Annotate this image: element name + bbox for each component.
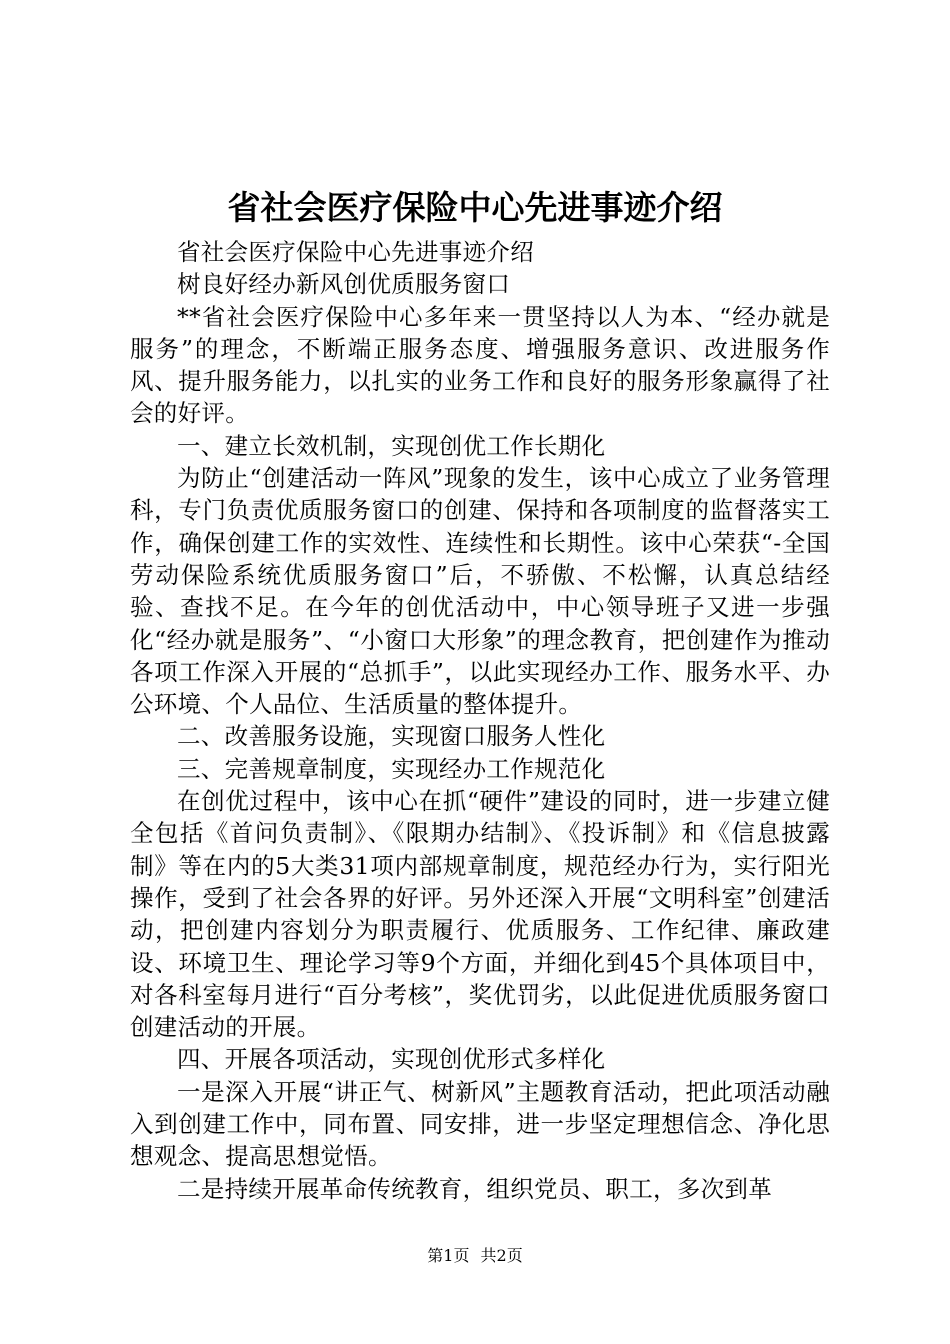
section-heading-4: 四、开展各项活动，实现创优形式多样化 [177, 1045, 606, 1074]
paragraph-subtitle: 树良好经办新风创优质服务窗口 [177, 270, 511, 299]
page-number: 第1页 [427, 1246, 470, 1265]
document-title: 省社会医疗保险中心先进事迹介绍 [227, 188, 723, 227]
paragraph-heading-repeat: 省社会医疗保险中心先进事迹介绍 [177, 238, 534, 266]
section-heading-1: 一、建立长效机制，实现创优工作长期化 [177, 431, 606, 460]
document-body [130, 236, 830, 1205]
paragraph-section-4-item-2: 二是持续开展革命传统教育，组织党员、职工，多次到革 [177, 1174, 772, 1203]
paragraph-section-4-item-1: 一是深入开展“讲正气、树新风”主题教育活动，把此项活动融入到创建工作中，同布置、同安排，进一步坚定理想信念、净化思想观念、提高思想觉悟。 [130, 1077, 830, 1171]
section-heading-3: 三、完善规章制度，实现经办工作规范化 [177, 754, 606, 783]
paragraph-section-1: 为防止“创建活动一阵风”现象的发生，该中心成立了业务管理科，专门负责优质服务窗口的创建、保持和各项制度的监督落实工作，确保创建工作的实效性、连续性和长期性。该中心荣获“-全国劳动保险系统优质服务窗口”后，不骄傲、不松懈，认真总结经验、查找不足。在今年的创优活动中，中心领导班子又进一步强化“经办就是服务”、“小窗口大形象”的理念教育，把创建作为推动各项工作深入开展的“总抓手”，以此实现经办工作、服务水平、办公环境、个人品位、生活质量的整体提升。 [130, 464, 830, 719]
page-total: 共2页 [480, 1246, 523, 1265]
page-footer [0, 1246, 950, 1266]
section-heading-2: 二、改善服务设施，实现窗口服务人性化 [177, 722, 606, 751]
paragraph-section-3: 在创优过程中，该中心在抓“硬件”建设的同时，进一步建立健全包括《首问负责制》、《限期办结制》、《投诉制》和《信息披露制》等在内的5大类31项内部规章制度，规范经办行为，实行阳光操作，受到了社会各界的好评。另外还深入开展“文明科室”创建活动，把创建内容划分为职责履行、优质服务、工作纪律、廉政建设、环境卫生、理论学习等9个方面，并细化到45个具体项目中，对各科室每月进行“百分考核”，奖优罚劣，以此促进优质服务窗口创建活动的开展。 [130, 787, 830, 1042]
paragraph-intro: **省社会医疗保险中心多年来一贯坚持以人为本、“经办就是服务”的理念，不断端正服务态度、增强服务意识、改进服务作风、提升服务能力，以扎实的业务工作和良好的服务形象赢得了社会的好评。 [130, 302, 830, 428]
